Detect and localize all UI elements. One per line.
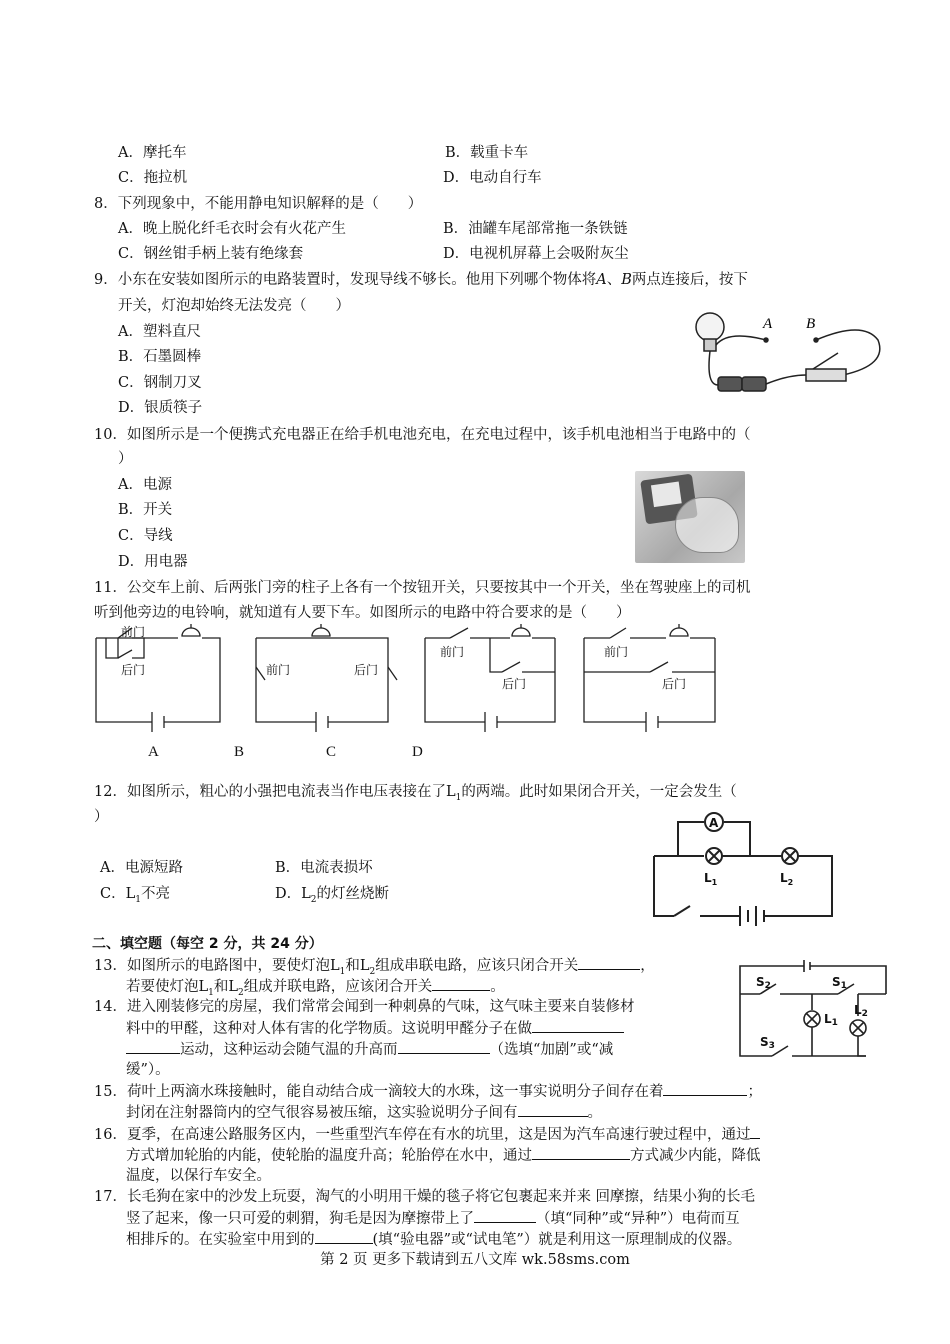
q9-option-b: B．石墨圆棒 (118, 349, 202, 365)
q9-point-a: A (596, 272, 607, 288)
q13-l2-label: L2 (854, 1003, 868, 1019)
q10-stem-line1: 10．如图所示是一个便携式充电器正在给手机电池充电，在充电过程中，该手机电池相当于电路中的（ (94, 427, 751, 443)
q17-blank-1[interactable] (474, 1208, 536, 1223)
q9-point-b: B (621, 272, 632, 288)
q13-blank-1[interactable] (578, 955, 640, 970)
q13-s2-label: S2 (756, 975, 771, 991)
q12-option-a: A．电源短路 (100, 860, 183, 876)
q7-option-a: A．摩托车 (118, 145, 187, 161)
q12-stem-line2: ） (94, 809, 109, 825)
q11-label-d: D (412, 744, 423, 760)
q13-s3-label: S3 (760, 1035, 775, 1051)
q10-option-d: D．用电器 (118, 554, 188, 570)
q12-l2-label: $L_2$ (780, 871, 794, 887)
q17-line2: 竖了起来，像一只可爱的刺猬，狗毛是因为摩擦带上了 （填“同种”或“异种”）电荷而互 (126, 1208, 740, 1229)
q11-c-back-label: 后门 (502, 677, 527, 691)
q11-b-front-label: 前门 (266, 663, 291, 677)
q8-option-d: D．电视机屏幕上会吸附灰尘 (443, 246, 629, 262)
q9-circuit-figure (688, 305, 888, 400)
q9-stem-line2: 开关，灯泡却始终无法发亮（ ） (118, 298, 350, 314)
q15-line2: 封闭在注射器筒内的空气很容易被压缩，这实验说明分子间有 。 (126, 1102, 602, 1123)
q17-blank-2[interactable] (315, 1229, 373, 1244)
q12-l1-label: $L_1$ (704, 871, 718, 887)
q14-line4: 缓”）。 (126, 1062, 170, 1078)
q9-fig-label-a: A (763, 316, 773, 332)
q12-option-b: B．电流表损坏 (275, 860, 373, 876)
q16-line3: 温度，以保行车安全。 (126, 1168, 271, 1184)
q13-s1-label: S1 (832, 975, 847, 991)
q13-line2: 若要使灯泡$L_1$和$L_2$组成并联电路，应该闭合开关 。 (126, 976, 505, 1003)
q13-l1-label: L1 (824, 1012, 838, 1028)
q13-line1: 13．如图所示的电路图中，要使灯泡$L_1$和$L_2$组成串联电路，应该只闭合开关 ， (94, 955, 655, 982)
q13-blank-2[interactable] (432, 976, 490, 991)
q11-d-front-label: 前门 (604, 645, 629, 659)
q11-circuit-figures (90, 622, 730, 767)
q11-stem-line1: 11．公交车上前、后两张门旁的柱子上各有一个按钮开关，只要按其中一个开关，坐在驾驶座上的司机 (94, 580, 751, 596)
q12-stem-line1: 12．如图所示，粗心的小强把电流表当作电压表接在了$L_1$的两端。此时如果闭合开关，一定会发生（ (94, 784, 737, 803)
q11-a-back-label: 后门 (121, 663, 146, 677)
q9-stem-line1: 9．小东在安装如图所示的电路装置时，发现导线不够长。他用下列哪个物体将A、B两点连接后，按下 (94, 272, 748, 288)
q8-stem: 8．下列现象中，不能用静电知识解释的是（ ） (94, 196, 423, 212)
q15-line1: 15．荷叶上两滴水珠接触时，能自动结合成一滴较大的水珠，这一事实说明分子间存在着 ； (94, 1081, 762, 1102)
section-2-title: 二、填空题（每空 2 分，共 24 分） (92, 936, 323, 952)
q12-circuit-figure (652, 810, 837, 922)
q8-option-c: C．钢丝钳手柄上装有绝缘套 (118, 246, 304, 262)
q7-option-d: D．电动自行车 (443, 170, 542, 186)
q14-line2: 料中的甲醛，这种对人体有害的化学物质。这说明甲醛分子在做 (126, 1018, 624, 1039)
q11-label-b: B (234, 744, 245, 760)
q11-a-front-label: 前门 (121, 625, 146, 639)
q8-option-a: A．晚上脱化纤毛衣时会有火花产生 (118, 221, 346, 237)
q10-option-a: A．电源 (118, 477, 172, 493)
q9-option-c: C．钢制刀叉 (118, 375, 202, 391)
q9-option-a: A．塑料直尺 (118, 324, 201, 340)
q15-blank-1[interactable] (663, 1081, 747, 1096)
q14-line3: 运动，这种运动会随气温的升高而 （选填“加剧”或“减 (126, 1039, 613, 1060)
q11-b-back-label: 后门 (354, 663, 379, 677)
q14-blank-1-cont[interactable] (126, 1039, 180, 1054)
page-footer: 第 2 页 更多下载请到五八文库 wk.58sms.com (320, 1252, 630, 1268)
q17-line1: 17．长毛狗在家中的沙发上玩耍，淘气的小明用干燥的毯子将它包裹起来并来 回摩擦，结果小狗的长毛 (94, 1189, 756, 1205)
q10-option-b: B．开关 (118, 502, 173, 518)
q8-option-b: B．油罐车尾部常拖一条铁链 (443, 221, 628, 237)
q12-option-c: C．$L_1$不亮 (100, 886, 170, 905)
q11-label-a: A (148, 744, 159, 760)
q12-ammeter-label: A (709, 816, 719, 830)
q16-line2: 方式增加轮胎的内能，使轮胎的温度升高；轮胎停在水中，通过 方式减少内能，降低 (126, 1145, 761, 1166)
q14-blank-2[interactable] (398, 1039, 490, 1054)
q10-stem-line2: ） (118, 451, 133, 467)
q7-option-c: C．拖拉机 (118, 170, 188, 186)
q16-blank-1[interactable] (750, 1124, 760, 1139)
q7-option-b: B．载重卡车 (445, 145, 529, 161)
q12-option-d: D．$L_2$的灯丝烧断 (275, 886, 389, 905)
q15-blank-2[interactable] (518, 1102, 588, 1117)
q16-line1: 16．夏季，在高速公路服务区内，一些重型汽车停在有水的坑里，这是因为汽车高速行驶过程中，通过 (94, 1124, 760, 1145)
q9-option-d: D．银质筷子 (118, 400, 203, 416)
q14-line1: 14．进入刚装修完的房屋，我们常常会闻到一种刺鼻的气味，这气味主要来自装修材 (94, 999, 635, 1015)
q14-blank-1[interactable] (532, 1018, 624, 1033)
q11-label-c: C (326, 744, 337, 760)
q16-blank-2[interactable] (532, 1145, 630, 1160)
q11-stem-line2: 听到他旁边的电铃响，就知道有人要下车。如图所示的电路中符合要求的是（ ） (94, 605, 631, 621)
q10-option-c: C．导线 (118, 528, 173, 544)
q11-c-front-label: 前门 (440, 645, 465, 659)
q13-circuit-figure (736, 960, 890, 1060)
q10-charger-photo (635, 471, 745, 563)
q11-d-back-label: 后门 (662, 677, 687, 691)
q17-line3: 相排斥的。在实验室中用到的 (填“验电器”或“试电笔”）就是利用这一原理制成的仪器。 (126, 1229, 741, 1250)
q9-fig-label-b: B (806, 316, 816, 332)
